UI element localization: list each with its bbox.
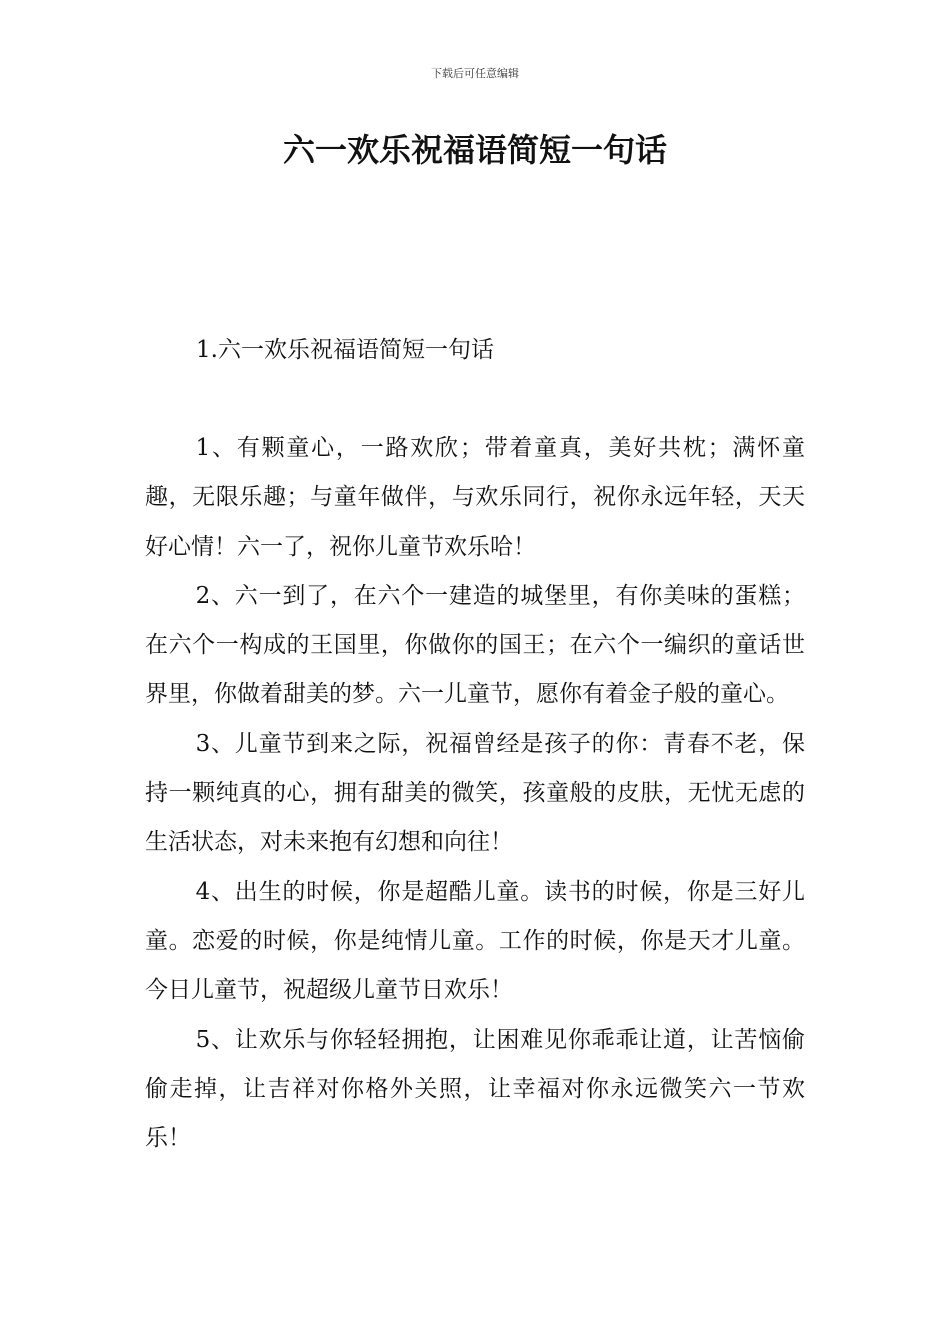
paragraph: 4、出生的时候，你是超酷儿童。读书的时候，你是三好儿童。恋爱的时候，你是纯情儿童。工作的时候，你是天才儿童。今日儿童节，祝超级儿童节日欢乐！ <box>145 878 805 1004</box>
paragraph: 5、让欢乐与你轻轻拥抱，让困难见你乖乖让道，让苦恼偷偷走掉，让吉祥对你格外关照，让幸福对你永远微笑六一节欢乐！ <box>145 1026 805 1152</box>
paragraph: 3、儿童节到来之际，祝福曾经是孩子的你：青春不老，保持一颗纯真的心，拥有甜美的微笑，孩童般的皮肤，无忧无虑的生活状态，对未来抱有幻想和向往！ <box>145 730 805 856</box>
document-body <box>145 424 805 1163</box>
document-title: 六一欢乐祝福语简短一句话 <box>282 131 667 169</box>
paragraph: 1、有颗童心，一路欢欣；带着童真，美好共枕；满怀童趣，无限乐趣；与童年做伴，与欢乐同行，祝你永远年轻，天天好心情！六一了，祝你儿童节欢乐哈！ <box>145 435 805 560</box>
paragraph: 2、六一到了，在六个一建造的城堡里，有你美味的蛋糕；在六个一构成的王国里，你做你的国王；在六个一编织的童话世界里，你做着甜美的梦。六一儿童节，愿你有着金子般的童心。 <box>145 582 805 708</box>
section-heading: 1.六一欢乐祝福语简短一句话 <box>196 337 494 363</box>
header-note: 下载后可任意编辑 <box>431 67 519 80</box>
